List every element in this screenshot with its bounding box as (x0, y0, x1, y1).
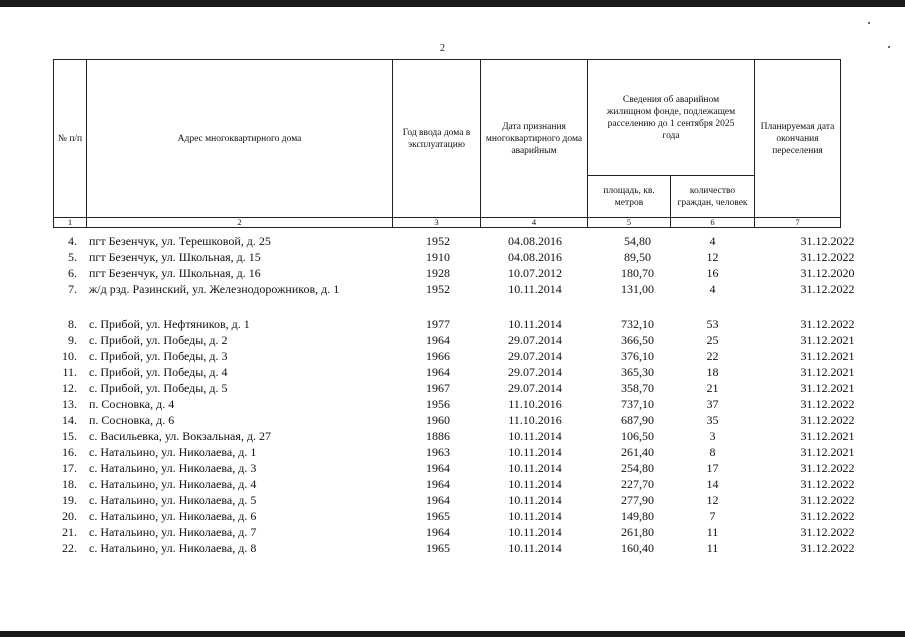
cell-year: 1964 (426, 461, 450, 475)
cell-num: 11. (62, 365, 77, 379)
cell-address: с. Прибой, ул. Победы, д. 2 (89, 333, 228, 347)
cell-address: с. Натальино, ул. Николаева, д. 1 (89, 445, 257, 459)
column-index: 1 (54, 218, 87, 228)
column-index: 4 (481, 218, 588, 228)
cell-date: 11.10.2016 (508, 397, 562, 411)
cell-address: п. Сосновка, д. 4 (89, 397, 175, 411)
table-header (53, 59, 841, 228)
cell-plan-date: 31.12.2022 (800, 525, 855, 539)
cell-num: 6. (68, 266, 77, 280)
cell-plan-date: 31.12.2021 (800, 445, 855, 459)
cell-year: 1967 (426, 381, 450, 395)
cell-num: 21. (62, 525, 77, 539)
cell-address: с. Натальино, ул. Николаева, д. 6 (89, 509, 257, 523)
cell-plan-date: 31.12.2022 (800, 250, 855, 264)
cell-people: 11 (706, 525, 719, 539)
cell-area: 54,80 (624, 234, 651, 248)
cell-year: 1952 (426, 234, 450, 248)
scan-speck (868, 22, 870, 24)
cell-area: 180,70 (621, 266, 654, 280)
cell-year: 1965 (426, 541, 450, 555)
cell-people: 17 (706, 461, 719, 475)
cell-address: пгт Безенчук, ул. Терешковой, д. 25 (89, 234, 271, 248)
cell-date: 04.08.2016 (508, 234, 562, 248)
cell-plan-date: 31.12.2020 (800, 266, 855, 280)
cell-year: 1964 (426, 365, 450, 379)
cell-people: 8 (709, 445, 716, 459)
cell-date: 10.11.2014 (508, 317, 562, 331)
cell-num: 22. (62, 541, 77, 555)
cell-year: 1952 (426, 282, 450, 296)
cell-date: 10.11.2014 (508, 429, 562, 443)
header-housing-info: Сведения об аварийном жилищном фонде, подлежащем расселению до 1 сентября 2025 года (588, 60, 755, 176)
cell-num: 18. (62, 477, 77, 491)
cell-date: 10.11.2014 (508, 541, 562, 555)
cell-people: 37 (706, 397, 719, 411)
cell-area: 376,10 (621, 349, 654, 363)
cell-year: 1964 (426, 525, 450, 539)
cell-num: 19. (62, 493, 77, 507)
cell-plan-date: 31.12.2022 (800, 477, 855, 491)
cell-address: пгт Безенчук, ул. Школьная, д. 15 (89, 250, 261, 264)
cell-people: 35 (706, 413, 719, 427)
cell-area: 358,70 (621, 381, 654, 395)
cell-num: 8. (68, 317, 77, 331)
cell-address: пгт Безенчук, ул. Школьная, д. 16 (89, 266, 261, 280)
scan-top-border (0, 0, 905, 7)
cell-address: с. Прибой, ул. Победы, д. 3 (89, 349, 228, 363)
column-index: 6 (671, 218, 755, 228)
cell-area: 160,40 (621, 541, 654, 555)
scan-bottom-border (0, 631, 905, 637)
header-address: Адрес многоквартирного дома (87, 60, 393, 218)
cell-date: 04.08.2016 (508, 250, 562, 264)
cell-address: п. Сосновка, д. 6 (89, 413, 175, 427)
cell-plan-date: 31.12.2022 (800, 234, 855, 248)
cell-area: 277,90 (621, 493, 654, 507)
cell-date: 29.07.2014 (508, 381, 562, 395)
cell-plan-date: 31.12.2021 (800, 429, 855, 443)
cell-area: 106,50 (621, 429, 654, 443)
cell-plan-date: 31.12.2021 (800, 365, 855, 379)
cell-address: с. Прибой, ул. Победы, д. 5 (89, 381, 228, 395)
header-area: площадь, кв. метров (588, 176, 671, 218)
cell-people: 21 (706, 381, 719, 395)
cell-people: 18 (706, 365, 719, 379)
cell-year: 1964 (426, 333, 450, 347)
cell-people: 25 (706, 333, 719, 347)
cell-plan-date: 31.12.2022 (800, 397, 855, 411)
cell-area: 261,80 (621, 525, 654, 539)
cell-plan-date: 31.12.2021 (800, 381, 855, 395)
cell-address: с. Васильевка, ул. Вокзальная, д. 27 (89, 429, 271, 443)
cell-date: 10.11.2014 (508, 445, 562, 459)
cell-num: 12. (62, 381, 77, 395)
cell-date: 10.07.2012 (508, 266, 562, 280)
cell-address: с. Натальино, ул. Николаева, д. 3 (89, 461, 257, 475)
cell-date: 10.11.2014 (508, 477, 562, 491)
cell-year: 1964 (426, 493, 450, 507)
cell-num: 4. (68, 234, 77, 248)
header-year: Год ввода дома в эксплуатацию (393, 60, 481, 218)
cell-plan-date: 31.12.2021 (800, 349, 855, 363)
cell-plan-date: 31.12.2022 (800, 413, 855, 427)
column-index: 2 (87, 218, 393, 228)
cell-date: 10.11.2014 (508, 525, 562, 539)
cell-num: 9. (68, 333, 77, 347)
cell-area: 227,70 (621, 477, 654, 491)
cell-people: 12 (706, 493, 719, 507)
cell-area: 366,50 (621, 333, 654, 347)
cell-people: 16 (706, 266, 719, 280)
cell-address: ж/д рзд. Разинский, ул. Железнодорожников, д. 1 (89, 282, 340, 296)
cell-year: 1910 (426, 250, 450, 264)
cell-date: 10.11.2014 (508, 509, 562, 523)
cell-date: 29.07.2014 (508, 333, 562, 347)
cell-date: 10.11.2014 (508, 461, 562, 475)
cell-num: 17. (62, 461, 77, 475)
cell-area: 687,90 (621, 413, 654, 427)
cell-plan-date: 31.12.2022 (800, 317, 855, 331)
cell-num: 5. (68, 250, 77, 264)
header-date: Дата признания многоквартирного дома аварийным (481, 60, 588, 218)
cell-num: 15. (62, 429, 77, 443)
cell-num: 14. (62, 413, 77, 427)
cell-address: с. Прибой, ул. Победы, д. 4 (89, 365, 228, 379)
cell-plan-date: 31.12.2021 (800, 333, 855, 347)
cell-area: 365,30 (621, 365, 654, 379)
cell-year: 1965 (426, 509, 450, 523)
cell-year: 1960 (426, 413, 450, 427)
cell-year: 1966 (426, 349, 450, 363)
cell-num: 20. (62, 509, 77, 523)
cell-address: с. Прибой, ул. Нефтяников, д. 1 (89, 317, 250, 331)
cell-num: 7. (68, 282, 77, 296)
page-number: 2 (440, 43, 445, 54)
cell-date: 10.11.2014 (508, 493, 562, 507)
cell-people: 22 (706, 349, 719, 363)
cell-plan-date: 31.12.2022 (800, 541, 855, 555)
cell-year: 1956 (426, 397, 450, 411)
cell-plan-date: 31.12.2022 (800, 493, 855, 507)
cell-area: 737,10 (621, 397, 654, 411)
cell-plan-date: 31.12.2022 (800, 461, 855, 475)
cell-address: с. Натальино, ул. Николаева, д. 4 (89, 477, 257, 491)
cell-people: 11 (706, 541, 719, 555)
cell-people: 4 (709, 234, 716, 248)
cell-area: 131,00 (621, 282, 654, 296)
header-plan-date: Планируемая дата окончания переселения (755, 60, 841, 218)
cell-year: 1964 (426, 477, 450, 491)
column-index: 7 (755, 218, 841, 228)
cell-address: с. Натальино, ул. Николаева, д. 5 (89, 493, 257, 507)
cell-num: 13. (62, 397, 77, 411)
scan-speck (888, 46, 890, 48)
cell-year: 1977 (426, 317, 450, 331)
column-index: 3 (393, 218, 481, 228)
cell-plan-date: 31.12.2022 (800, 509, 855, 523)
cell-area: 149,80 (621, 509, 654, 523)
cell-people: 3 (709, 429, 716, 443)
column-index: 5 (588, 218, 671, 228)
cell-people: 7 (709, 509, 716, 523)
cell-year: 1886 (426, 429, 450, 443)
cell-year: 1963 (426, 445, 450, 459)
cell-num: 10. (62, 349, 77, 363)
cell-area: 261,40 (621, 445, 654, 459)
cell-date: 29.07.2014 (508, 349, 562, 363)
cell-people: 14 (706, 477, 719, 491)
cell-area: 254,80 (621, 461, 654, 475)
cell-num: 16. (62, 445, 77, 459)
header-people: количество граждан, человек (671, 176, 755, 218)
cell-year: 1928 (426, 266, 450, 280)
cell-people: 4 (709, 282, 716, 296)
cell-date: 11.10.2016 (508, 413, 562, 427)
cell-address: с. Натальино, ул. Николаева, д. 8 (89, 541, 257, 555)
cell-address: с. Натальино, ул. Николаева, д. 7 (89, 525, 257, 539)
cell-people: 12 (706, 250, 719, 264)
cell-area: 89,50 (624, 250, 651, 264)
cell-people: 53 (706, 317, 719, 331)
cell-plan-date: 31.12.2022 (800, 282, 855, 296)
cell-date: 29.07.2014 (508, 365, 562, 379)
header-num: № п/п (54, 60, 87, 218)
cell-area: 732,10 (621, 317, 654, 331)
cell-date: 10.11.2014 (508, 282, 562, 296)
